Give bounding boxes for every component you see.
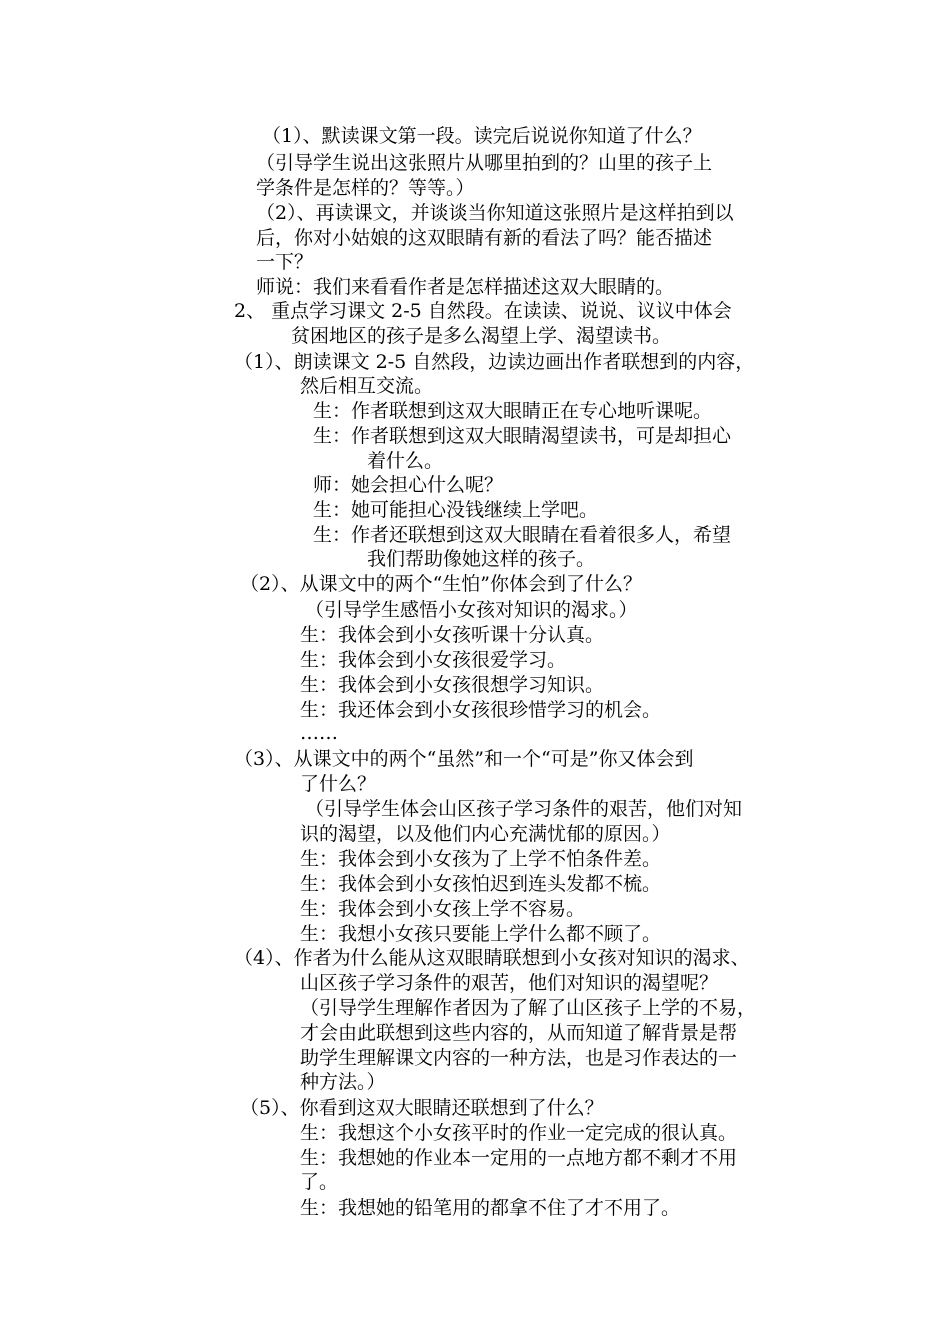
text-line: 生：作者还联想到这双大眼睛在看着很多人，希望 [313, 524, 732, 546]
text-line: 生：我想这个小女孩平时的作业一定完成的很认真。 [300, 1122, 738, 1144]
text-line: （引导学生感悟小女孩对知识的渴求。） [305, 599, 638, 621]
text-line: 后，你对小姑娘的这双眼睛有新的看法了吗？能否描述 [256, 227, 713, 249]
text-line: （1）、默读课文第一段。读完后说说你知道了什么？ [262, 125, 702, 147]
text-line: 我们帮助像她这样的孩子。 [367, 548, 596, 570]
text-line: 生：我体会到小女孩为了上学不怕条件差。 [300, 848, 662, 870]
text-line: 生：她可能担心没钱继续上学吧。 [313, 499, 599, 521]
text-line: （引导学生说出这张照片从哪里拍到的？山里的孩子上 [256, 152, 713, 174]
text-line: （1）、朗读课文 2-5 自然段，边读边画出作者联想到的内容， [234, 351, 755, 373]
text-line: 识的渴望，以及他们内心充满忧郁的原因。） [300, 823, 671, 845]
text-line: （引导学生体会山区孩子学习条件的艰苦，他们对知 [305, 798, 743, 820]
text-line: 山区孩子学习条件的艰苦，他们对知识的渴望呢？ [300, 972, 719, 994]
text-line: 生：作者联想到这双大眼睛渴望读书，可是却担心 [313, 425, 732, 447]
text-line: 生：我还体会到小女孩很珍惜学习的机会。 [300, 699, 662, 721]
text-line: 助学生理解课文内容的一种方法，也是习作表达的一 [300, 1047, 738, 1069]
text-line: 然后相互交流。 [300, 375, 434, 397]
text-line: 种方法。） [300, 1071, 386, 1093]
text-line: 了什么？ [300, 773, 377, 795]
text-line: 师说：我们来看看作者是怎样描述这双大眼睛的。 [256, 276, 675, 298]
text-line: 一下？ [256, 251, 314, 273]
text-line: 师：她会担心什么呢？ [313, 474, 504, 496]
text-line: 生：我想她的作业本一定用的一点地方都不剩才不用 [300, 1147, 738, 1169]
text-line: （2）、从课文中的两个“生怕”你体会到了什么？ [240, 573, 643, 595]
text-line: 贫困地区的孩子是多么渴望上学、渴望读书。 [291, 325, 672, 347]
text-line: （2）、再读课文，并谈谈当你知道这张照片是这样拍到以 [256, 202, 734, 224]
text-line: 生：作者联想到这双大眼睛正在专心地听课呢。 [313, 400, 713, 422]
text-line: 生：我体会到小女孩怕迟到连头发都不梳。 [300, 873, 662, 895]
text-line: 生：我体会到小女孩上学不容易。 [300, 898, 586, 920]
text-line: 2、 重点学习课文 2-5 自然段。在读读、说说、议议中体会 [234, 300, 732, 322]
text-line: …… [300, 722, 338, 744]
text-line: （3）、从课文中的两个“虽然”和一个“可是”你又体会到 [234, 748, 694, 770]
text-line: 生：我体会到小女孩很想学习知识。 [300, 674, 605, 696]
text-line: 才会由此联想到这些内容的，从而知道了解背景是帮 [300, 1022, 738, 1044]
text-line: 了。 [300, 1171, 339, 1193]
text-line: 生：我想小女孩只要能上学什么都不顾了。 [300, 923, 662, 945]
text-line: （4）、作者为什么能从这双眼睛联想到小女孩对知识的渴求、 [234, 947, 750, 969]
text-line: 生：我想她的铅笔用的都拿不住了才不用了。 [300, 1197, 681, 1219]
text-line: 生：我体会到小女孩很爱学习。 [300, 649, 567, 671]
text-line: 着什么。 [367, 450, 444, 472]
text-line: 学条件是怎样的？等等。） [256, 177, 475, 199]
text-line: （5）、你看到这双大眼睛还联想到了什么？ [240, 1097, 604, 1119]
text-line: 生：我体会到小女孩听课十分认真。 [300, 624, 605, 646]
text-line: （引导学生理解作者因为了解了山区孩子上学的不易， [300, 997, 757, 1019]
